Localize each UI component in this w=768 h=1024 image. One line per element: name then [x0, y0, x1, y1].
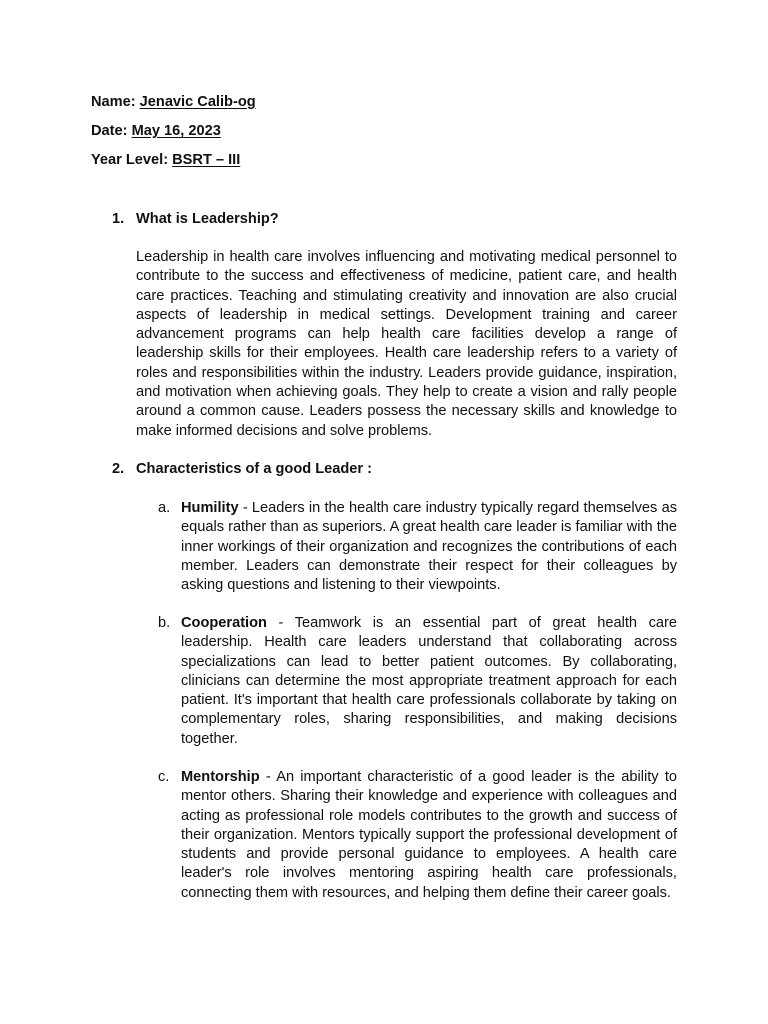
list-item-letter: a. [158, 500, 171, 516]
list-item-letter: b. [158, 615, 171, 631]
year-level-value: BSRT – III [172, 152, 241, 168]
year-level-line [91, 151, 240, 170]
section-1-heading [112, 210, 279, 229]
name-line [91, 93, 256, 112]
list-item-mentorship [158, 768, 677, 903]
leadership-definition-paragraph: Leadership in health care involves influencing and motivating medical personnel to contribute to the success and effectiveness of medicine, patient care, and health care practices. Teaching and stimulating creativity and innovation are also crucial aspects of leadership in medical settings. Development training and career advancement programs can help health care facilities develop a range of leadership skills for their employees. Health care leadership refers to a variety of roles and responsibilities within the industry. Leaders provide guidance, inspiration, and motivation when achieving goals. They help to create a vision and rally people around a common cause. Leaders possess the necessary skills and knowledge to make informed decisions and solve problems. [136, 249, 677, 439]
list-item-term: Mentorship [181, 769, 260, 785]
date-value: May 16, 2023 [131, 123, 221, 139]
list-item-term: Humility [181, 500, 239, 516]
list-item-cooperation [158, 614, 677, 749]
section-2-heading [112, 460, 372, 479]
name-label: Name: [91, 94, 136, 110]
list-item-text: - Leaders in the health care industry typically regard themselves as equals rather than as superiors. A great health care leader is familiar with the inner workings of their organization and recognizes the contributions of each member. Leaders can demonstrate their respect for their colleagues by asking questions and listening to their viewpoints. [181, 500, 677, 594]
section-2-title: Characteristics of a good Leader : [136, 461, 372, 477]
list-item-term: Cooperation [181, 615, 267, 631]
list-item-text: - An important characteristic of a good leader is the ability to mentor others. Sharing their knowledge and experience with colleagues and acting as professional role models contributes to the growth and success of their organization. Mentors typically support the professional development of students and provide personal guidance to employees. A health care leader's role involves mentoring aspiring health care professionals, connecting them with resources, and helping them define their career goals. [181, 769, 677, 901]
list-item-body [181, 614, 677, 749]
name-value: Jenavic Calib-og [139, 94, 256, 110]
list-item-humility [158, 499, 677, 595]
list-item-body [181, 768, 677, 903]
section-1-number: 1. [112, 211, 125, 227]
list-item-text: - Teamwork is an essential part of great health care leadership. Health care leaders understand that collaborating across specializations can lead to better patient outcomes. By collaborating, clinicians can determine the most appropriate treatment approach for each patient. It's important that health care professionals collaborate by taking on complementary roles, sharing responsibilities, and making decisions together. [181, 615, 677, 747]
section-1-title: What is Leadership? [136, 211, 279, 227]
list-item-body [181, 499, 677, 595]
list-item-letter: c. [158, 769, 170, 785]
year-level-label: Year Level: [91, 152, 169, 168]
date-line [91, 122, 221, 141]
date-label: Date: [91, 123, 128, 139]
section-2-number: 2. [112, 461, 125, 477]
